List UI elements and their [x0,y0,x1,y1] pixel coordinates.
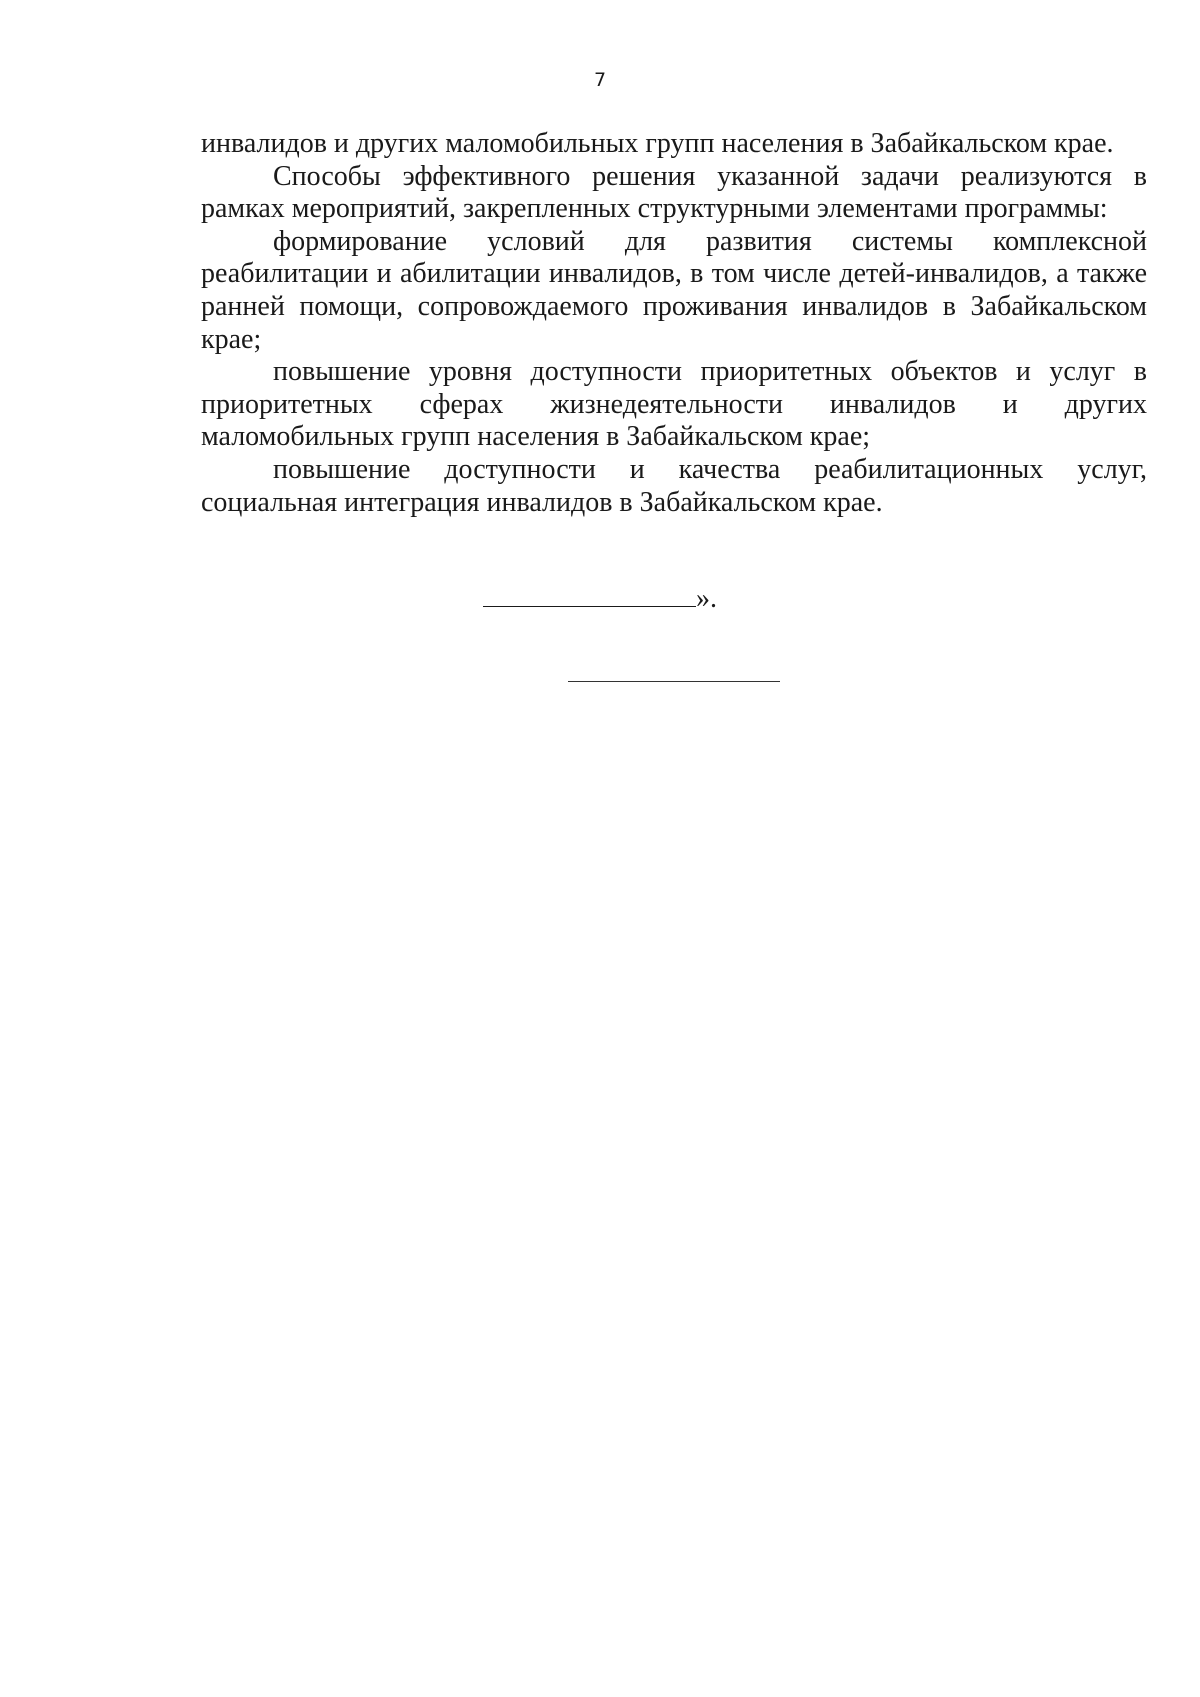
paragraph-continuation: инвалидов и других маломобильных групп населения в Забайкальском крае. [201,128,1114,159]
closing-mark [0,580,1200,615]
paragraph-methods: Способы эффективного решения указанной задачи реализуются в рамках мероприятий, закрепленных структурными элементами программы: [201,160,1147,225]
document-body [201,128,1147,519]
closing-underline [483,580,696,607]
closing-quote: ». [696,583,717,614]
paragraph-item-accessibility: повышение уровня доступности приоритетных объектов и услуг в приоритетных сферах жизнедеятельности инвалидов и других маломобильных групп населения в Забайкальском крае; [201,356,1147,453]
paragraph-item-rehabilitation: формирование условий для развития системы комплексной реабилитации и абилитации инвалидов, в том числе детей-инвалидов, а также ранней помощи, сопровождаемого проживания инвалидов в Забайкальском крае; [201,225,1147,355]
page-number: 7 [593,69,607,91]
end-separator-line [568,681,780,682]
paragraph-item-services: повышение доступности и качества реабилитационных услуг, социальная интеграция инвалидов в Забайкальском крае. [201,453,1147,518]
